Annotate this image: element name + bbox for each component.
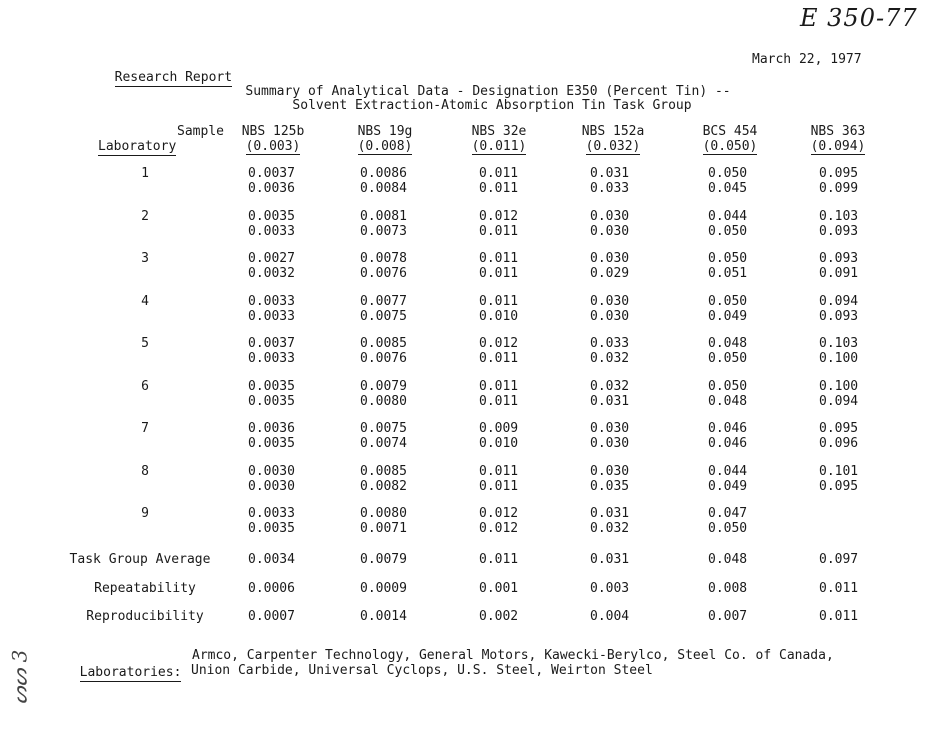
table-cell: 0.101 <box>819 464 859 479</box>
laboratory-header <box>98 139 176 154</box>
table-cell: 0.045 <box>708 181 748 196</box>
table-cell: 0.029 <box>590 266 630 281</box>
table-cell: 0.0037 <box>248 166 295 181</box>
table-cell: 0.095 <box>819 166 859 181</box>
table-cell: 0.0007 <box>248 609 295 624</box>
column-certified-value: (0.094) <box>810 139 866 154</box>
table-cell: 0.050 <box>708 521 748 536</box>
table-cell: 0.049 <box>708 479 748 494</box>
column-name: BCS 454 <box>702 124 758 139</box>
table-cell: 0.0074 <box>360 436 407 451</box>
table-cell: 0.048 <box>708 552 748 567</box>
laboratory-number: 6 <box>141 379 149 394</box>
column-certified-value: (0.011) <box>471 139 527 154</box>
table-cell: 0.0035 <box>248 379 295 394</box>
table-cell: 0.0033 <box>248 294 295 309</box>
column-header <box>803 124 873 155</box>
column-name: NBS 19g <box>357 124 413 139</box>
table-cell: 0.030 <box>590 436 630 451</box>
table-cell: 0.0076 <box>360 351 407 366</box>
table-cell: 0.0030 <box>248 464 295 479</box>
table-cell: 0.097 <box>819 552 859 567</box>
table-cell: 0.012 <box>479 209 519 224</box>
table-cell: 0.0030 <box>248 479 295 494</box>
table-cell: 0.0085 <box>360 336 407 351</box>
table-cell: 0.031 <box>590 166 630 181</box>
table-cell: 0.046 <box>708 421 748 436</box>
table-cell: 0.0079 <box>360 552 407 567</box>
table-cell: 0.099 <box>819 181 859 196</box>
table-cell: 0.033 <box>590 336 630 351</box>
table-cell: 0.093 <box>819 251 859 266</box>
table-cell: 0.033 <box>590 181 630 196</box>
table-cell: 0.044 <box>708 464 748 479</box>
table-cell: 0.012 <box>479 336 519 351</box>
table-cell: 0.002 <box>479 609 519 624</box>
laboratories-label: Laboratories: <box>79 665 182 680</box>
table-cell: 0.093 <box>819 309 859 324</box>
table-cell: 0.0076 <box>360 266 407 281</box>
table-cell: 0.0033 <box>248 506 295 521</box>
table-cell: 0.032 <box>590 351 630 366</box>
table-cell: 0.0078 <box>360 251 407 266</box>
table-cell: 0.093 <box>819 224 859 239</box>
column-certified-value: (0.003) <box>245 139 301 154</box>
column-name: NBS 152a <box>581 124 645 139</box>
table-cell: 0.003 <box>590 581 630 596</box>
table-cell: 0.0037 <box>248 336 295 351</box>
laboratory-number: 1 <box>141 166 149 181</box>
table-cell: 0.011 <box>479 181 519 196</box>
table-cell: 0.0035 <box>248 521 295 536</box>
table-cell: 0.0075 <box>360 421 407 436</box>
report-date: March 22, 1977 <box>752 52 862 67</box>
column-name: NBS 125b <box>241 124 305 139</box>
column-certified-value: (0.050) <box>702 139 758 154</box>
table-cell: 0.0009 <box>360 581 407 596</box>
table-cell: 0.0077 <box>360 294 407 309</box>
table-cell: 0.100 <box>819 379 859 394</box>
summary-row-label: Task Group Average <box>69 552 211 567</box>
table-cell: 0.011 <box>479 351 519 366</box>
table-cell: 0.0086 <box>360 166 407 181</box>
table-cell: 0.050 <box>708 379 748 394</box>
column-header <box>695 124 765 155</box>
table-cell: 0.0034 <box>248 552 295 567</box>
table-cell: 0.030 <box>590 309 630 324</box>
laboratory-header-text: Laboratory <box>98 139 177 154</box>
table-cell: 0.0073 <box>360 224 407 239</box>
table-cell: 0.010 <box>479 309 519 324</box>
table-cell: 0.050 <box>708 224 748 239</box>
table-cell: 0.047 <box>708 506 748 521</box>
table-cell: 0.103 <box>819 336 859 351</box>
laboratory-number: 7 <box>141 421 149 436</box>
laboratories-line-2: Union Carbide, Universal Cyclops, U.S. Steel, Weirton Steel <box>191 663 653 678</box>
table-cell: 0.091 <box>819 266 859 281</box>
table-cell: 0.0035 <box>248 209 295 224</box>
table-cell: 0.012 <box>479 521 519 536</box>
title-line-1: Summary of Analytical Data - Designation E350 (Percent Tin) -- <box>245 84 731 99</box>
table-cell: 0.0014 <box>360 609 407 624</box>
table-cell: 0.011 <box>479 464 519 479</box>
table-cell: 0.009 <box>479 421 519 436</box>
table-cell: 0.049 <box>708 309 748 324</box>
table-cell: 0.0084 <box>360 181 407 196</box>
column-name: NBS 363 <box>810 124 866 139</box>
table-cell: 0.004 <box>590 609 630 624</box>
table-cell: 0.050 <box>708 351 748 366</box>
table-cell: 0.030 <box>590 209 630 224</box>
table-cell: 0.011 <box>479 479 519 494</box>
table-cell: 0.0033 <box>248 351 295 366</box>
table-cell: 0.011 <box>479 294 519 309</box>
handwritten-margin-note: ᔕᔕ 3 <box>7 649 32 705</box>
table-cell: 0.031 <box>590 506 630 521</box>
table-cell: 0.0075 <box>360 309 407 324</box>
table-cell: 0.0080 <box>360 394 407 409</box>
table-cell: 0.100 <box>819 351 859 366</box>
table-cell: 0.030 <box>590 294 630 309</box>
table-cell: 0.011 <box>479 166 519 181</box>
table-cell: 0.095 <box>819 479 859 494</box>
report-label: Research Report <box>114 70 233 85</box>
table-cell: 0.0082 <box>360 479 407 494</box>
table-cell: 0.035 <box>590 479 630 494</box>
table-cell: 0.0085 <box>360 464 407 479</box>
laboratory-number: 3 <box>141 251 149 266</box>
table-cell: 0.0033 <box>248 224 295 239</box>
table-cell: 0.0035 <box>248 436 295 451</box>
table-cell: 0.030 <box>590 224 630 239</box>
column-header <box>238 124 308 155</box>
table-cell: 0.010 <box>479 436 519 451</box>
table-cell: 0.0036 <box>248 181 295 196</box>
table-cell: 0.031 <box>590 394 630 409</box>
summary-row-label: Repeatability <box>94 581 196 596</box>
sample-header: Sample <box>177 124 224 139</box>
table-cell: 0.030 <box>590 464 630 479</box>
table-cell: 0.032 <box>590 521 630 536</box>
column-certified-value: (0.008) <box>357 139 413 154</box>
table-cell: 0.0027 <box>248 251 295 266</box>
laboratories-line-1: Armco, Carpenter Technology, General Motors, Kawecki-Berylco, Steel Co. of Canada, <box>192 648 834 663</box>
laboratory-number: 4 <box>141 294 149 309</box>
table-cell: 0.051 <box>708 266 748 281</box>
table-cell: 0.048 <box>708 336 748 351</box>
table-cell: 0.096 <box>819 436 859 451</box>
table-cell: 0.094 <box>819 294 859 309</box>
table-cell: 0.0033 <box>248 309 295 324</box>
table-cell: 0.050 <box>708 166 748 181</box>
table-cell: 0.032 <box>590 379 630 394</box>
column-header <box>350 124 420 155</box>
laboratory-number: 8 <box>141 464 149 479</box>
laboratory-number: 2 <box>141 209 149 224</box>
table-cell: 0.0036 <box>248 421 295 436</box>
handwritten-doc-reference: E 350-77 <box>800 4 918 32</box>
table-cell: 0.011 <box>819 609 859 624</box>
table-cell: 0.008 <box>708 581 748 596</box>
table-cell: 0.012 <box>479 506 519 521</box>
table-cell: 0.094 <box>819 394 859 409</box>
table-cell: 0.0079 <box>360 379 407 394</box>
table-cell: 0.046 <box>708 436 748 451</box>
table-cell: 0.007 <box>708 609 748 624</box>
column-header <box>578 124 648 155</box>
table-cell: 0.0080 <box>360 506 407 521</box>
table-cell: 0.011 <box>819 581 859 596</box>
table-cell: 0.044 <box>708 209 748 224</box>
table-cell: 0.011 <box>479 552 519 567</box>
table-cell: 0.103 <box>819 209 859 224</box>
table-cell: 0.0032 <box>248 266 295 281</box>
table-cell: 0.030 <box>590 421 630 436</box>
table-cell: 0.0035 <box>248 394 295 409</box>
table-cell: 0.095 <box>819 421 859 436</box>
table-cell: 0.011 <box>479 224 519 239</box>
table-cell: 0.011 <box>479 266 519 281</box>
table-cell: 0.048 <box>708 394 748 409</box>
table-cell: 0.011 <box>479 251 519 266</box>
column-certified-value: (0.032) <box>585 139 641 154</box>
table-cell: 0.011 <box>479 394 519 409</box>
table-cell: 0.0081 <box>360 209 407 224</box>
column-header <box>464 124 534 155</box>
table-cell: 0.050 <box>708 294 748 309</box>
table-cell: 0.011 <box>479 379 519 394</box>
table-cell: 0.001 <box>479 581 519 596</box>
laboratory-number: 5 <box>141 336 149 351</box>
table-cell: 0.031 <box>590 552 630 567</box>
table-cell: 0.030 <box>590 251 630 266</box>
table-cell: 0.050 <box>708 251 748 266</box>
table-cell: 0.0071 <box>360 521 407 536</box>
column-name: NBS 32e <box>471 124 527 139</box>
table-cell: 0.0006 <box>248 581 295 596</box>
title-line-2: Solvent Extraction-Atomic Absorption Tin Task Group <box>292 98 692 113</box>
laboratory-number: 9 <box>141 506 149 521</box>
summary-row-label: Reproducibility <box>86 609 204 624</box>
